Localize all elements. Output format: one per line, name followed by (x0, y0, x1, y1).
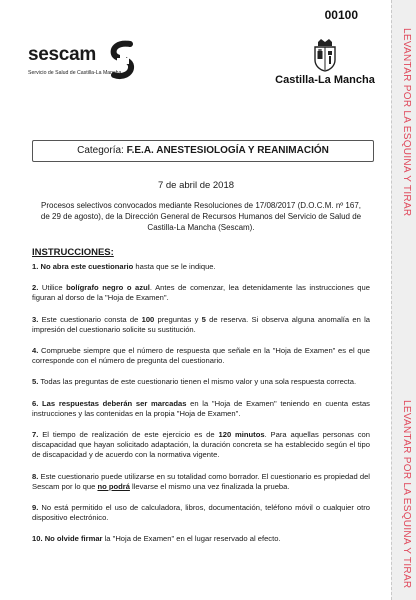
sescam-logo-word: sescam (28, 44, 96, 65)
castilla-la-mancha-logo (270, 38, 380, 92)
tear-off-strip[interactable] (391, 0, 416, 600)
serial-number: 00100 (324, 8, 358, 22)
tear-instruction-bottom: LEVANTAR POR LA ESQUINA Y TIRAR (401, 400, 412, 589)
sescam-s-cross-icon (108, 40, 138, 80)
castilla-la-mancha-shield-icon (312, 38, 338, 72)
processes-text: Procesos selectivos convocados mediante Resoluciones de 17/08/2017 (D.O.C.M. nº 167, de 29 de agosto), de la Dirección General de Recursos Humanos del Servicio de Salud de Castilla-La Mancha (Sescam). (40, 201, 362, 232)
instruction-item: 2. Utilice bolígrafo negro o azul. Antes de comenzar, lea detenidamente las instrucciones que figuran al dorso de la "Hoja de Examen". (32, 283, 370, 303)
instruction-item: 6. Las respuestas deberán ser marcadas en la "Hoja de Examen" teniendo en cuenta estas instrucciones y las contenidas en la propia "Hoja de Examen". (32, 398, 370, 418)
instruction-item: 3. Este cuestionario consta de 100 preguntas y 5 de reserva. Si observa alguna anomalía en la impresión del cuestionario solicite su sustitución. (32, 314, 370, 334)
exam-date: 7 de abril de 2018 (157, 180, 235, 191)
instruction-item: 9. No está permitido el uso de calculadora, libros, documentación, teléfono móvil o cualquier otro dispositivo electrónico. (32, 503, 370, 523)
instruction-item: 1. No abra este cuestionario hasta que se le indique. (32, 262, 216, 271)
tear-instruction-top: LEVANTAR POR LA ESQUINA Y TIRAR (401, 28, 412, 217)
category-value: F.E.A. ANESTESIOLOGÍA Y REANIMACIÓN (126, 145, 329, 156)
instruction-item: 7. El tiempo de realización de este ejercicio es de 120 minutos. Para aquellas personas con discapacidad que hayan solicitado adaptación, la duración concreta se ha establecido según el tipo de discapacidad y de acuerdo con la normativa vigente. (32, 430, 370, 460)
instructions-list (32, 262, 370, 556)
castilla-la-mancha-name: Castilla-La Mancha (275, 74, 375, 86)
instructions-heading: INSTRUCCIONES: (32, 247, 114, 258)
sescam-logo (28, 40, 138, 80)
instruction-item: 5. Todas las preguntas de este cuestionario tienen el mismo valor y una sola respuesta correcta. (32, 377, 357, 387)
sescam-logo-subtitle: Servicio de Salud de Castilla-La Mancha (28, 70, 122, 76)
instruction-item: 10. No olvide firmar la "Hoja de Examen" en el lugar reservado al efecto. (32, 534, 281, 544)
instruction-item: 4. Compruebe siempre que el número de respuesta que señale en la "Hoja de Examen" es el que corresponde con el número de pregunta del cuestionario. (32, 346, 370, 366)
category-box (32, 140, 374, 162)
instruction-item: 8. Este cuestionario puede utilizarse en su totalidad como borrador. El cuestionario es propiedad del Sescam por lo que no podrá llevarse el mismo una vez finalizada la prueba. (32, 471, 370, 491)
category-label: Categoría: (77, 145, 124, 156)
